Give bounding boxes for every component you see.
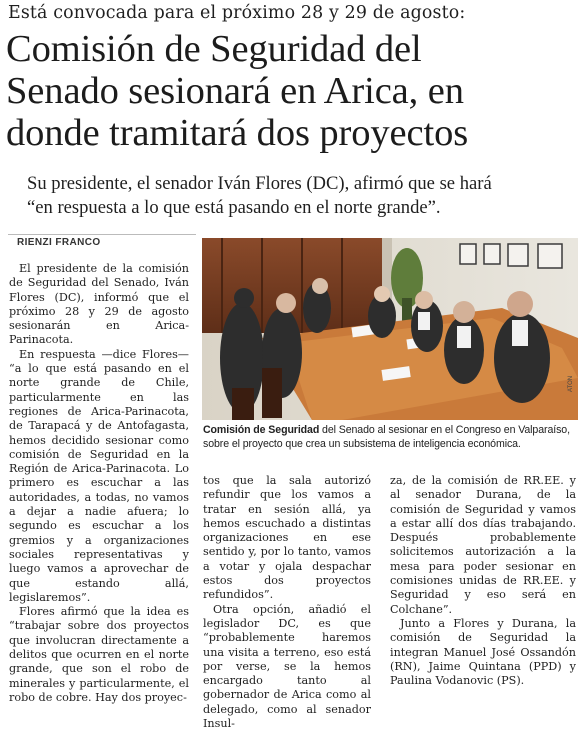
caption-lead: Comisión de Seguridad — [203, 424, 320, 436]
headline-line: Senado sesionará en Arica, en — [6, 70, 464, 112]
body-paragraph: Junto a Flores y Durana, la comisión de Seguridad la integran Manuel José Ossandón (RN), Jaime Quintana (PPD) y Paulina Vodanovic (PS). — [390, 616, 576, 688]
body-paragraph: za, de la comisión de RR.EE. y al senador Durana, de la comisión de Seguridad y vamos a estar allí dos días trabajando. Después probablemente solicitemos autorización a la mesa para poder sesionar en comisiones unidas de RR.EE. y Seguridad y eso será en Colchane”. — [390, 474, 576, 616]
author-rule — [8, 234, 196, 235]
body-column-1 — [9, 262, 189, 705]
photo-caption — [203, 423, 579, 451]
body-paragraph: Flores afirmó que la idea es “trabajar sobre dos proyectos que involucran directamente a delitos que ocurren en el norte grande, que son el robo de minerales y particularmente, el robo de cobre. Hay dos proyec- — [9, 605, 189, 704]
headline-line: donde tramitará dos proyectos — [6, 112, 469, 154]
meeting-photo — [202, 238, 578, 420]
headline-line: Comisión de Seguridad del — [6, 28, 422, 70]
body-paragraph: En respuesta —dice Flores— “a lo que está pasando en el norte grande de Chile, particularmente en las regiones de Arica-Parinacota, de Tarapacá y de Antofagasta, hemos decidido sesionar como comisión de Seguridad en la Región de Arica-Parinacota. Lo primero es escuchar a las autoridades, a todas, no vamos a dejar a nadie afuera; lo segundo es escuchar a los gremios y a organizaciones sociales representativas y luego vamos a aprovechar de que estando allá, legislaremos”. — [9, 347, 189, 604]
deck — [27, 172, 579, 220]
author-byline: RIENZI FRANCO — [17, 237, 101, 248]
body-column-3 — [390, 474, 576, 688]
kicker: Está convocada para el próximo 28 y 29 de agosto: — [8, 3, 466, 23]
body-paragraph: El presidente de la comisión de Seguridad del Senado, Iván Flores (DC), informó que el próximo 28 y 29 de agosto sesionarán en Arica-Parinacota. — [9, 262, 189, 347]
photo-illustration — [202, 238, 578, 420]
headline — [6, 28, 581, 154]
deck-line: “en respuesta a lo que está pasando en el norte grande”. — [27, 197, 441, 218]
body-paragraph: Otra opción, añadió el legislador DC, es que “probablemente haremos una visita a terreno, eso está por verse, se la hemos encargado tanto al gobernador de Arica como al delegado, como al senador Insul- — [203, 602, 371, 731]
deck-line: Su presidente, el senador Iván Flores (DC), afirmó que se hará — [27, 173, 492, 194]
caption-text: del Senado al sesionar en el Congreso en Valparaíso, sobre el proyecto que crea un subsistema de inteligencia económica. — [203, 424, 570, 450]
body-column-2 — [203, 474, 371, 731]
body-paragraph: tos que la sala autorizó refundir que los vamos a tratar en sesión allá, ya hemos escuchado a distintas organizaciones en ese sentido y, por lo tanto, vamos a votar y ojala despachar estos dos proyectos refundidos”. — [203, 474, 371, 602]
photo-credit: ATON — [568, 375, 574, 392]
